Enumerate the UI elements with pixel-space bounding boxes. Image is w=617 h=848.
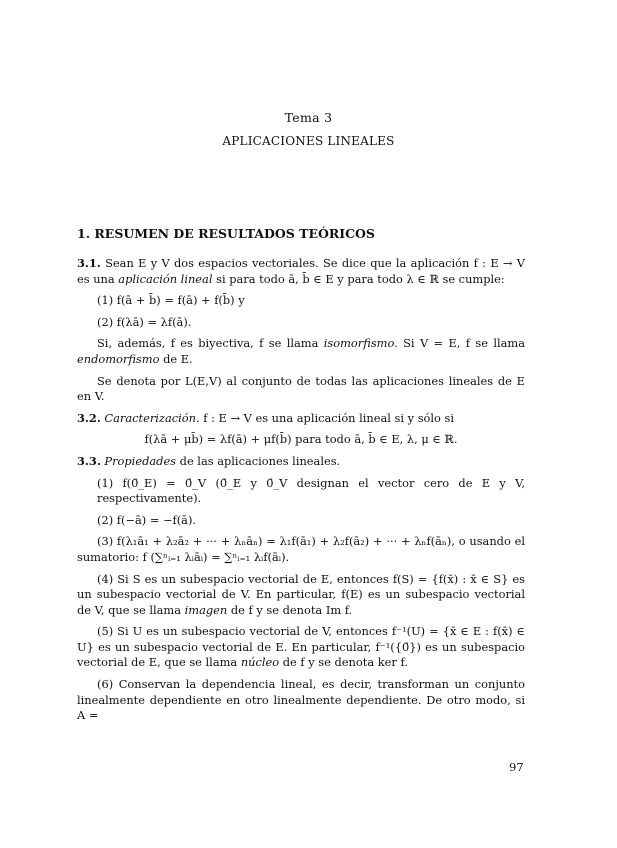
- paragraph-number: 3.1.: [77, 256, 101, 270]
- paragraph-text: de f y se denota Im f.: [230, 602, 353, 617]
- defined-term: isomorfismo.: [323, 336, 398, 351]
- display-formula: f(λā + μb̄) = λf(ā) + μf(b̄) para todo ā, b̄ ∈ E, λ, μ ∈ ℝ.: [144, 432, 458, 447]
- paragraph-text: (5) Si U es un subespacio vectorial de V, entonces f⁻¹(U) = {x̄ ∈ E : f(x̄) ∈ U} es un subespacio vectorial de E. En particular, f⁻¹({0̄}) es un subespacio vectorial de E, que se llama: [77, 624, 525, 670]
- list-item: (6) Conservan la dependencia lineal, es decir, transforman un conjunto linealmente dependiente en otro linealmente dependiente. De otro modo, si A =: [77, 677, 525, 723]
- defined-term: endomorfismo: [77, 351, 160, 366]
- paragraph-text: de las aplicaciones lineales.: [179, 453, 341, 468]
- list-item: (2) f(λā) = λf(ā).: [97, 314, 192, 329]
- paragraph-isomorphism: [77, 336, 525, 367]
- list-item: (3) f(λ₁ā₁ + λ₂ā₂ + ··· + λₙāₙ) = λ₁f(ā₁) + λ₂f(ā₂) + ··· + λₙf(āₙ), o usando el sumatorio: f (∑ⁿᵢ₌₁ λᵢāᵢ) = ∑ⁿᵢ₌₁ λᵢf(āᵢ).: [77, 534, 525, 564]
- paragraph-text: Si V = E, f se llama: [403, 336, 525, 351]
- list-item: (2) f(−ā) = −f(ā).: [97, 512, 197, 527]
- paragraph-linear-maps-set: Se denota por L(E,V) al conjunto de todas las aplicaciones lineales de E en V.: [77, 373, 525, 404]
- defined-term: núcleo: [240, 655, 280, 670]
- paragraph-number: 3.2.: [77, 410, 101, 425]
- body-text: [77, 256, 525, 730]
- defined-term: Propiedades: [104, 453, 177, 468]
- paragraph-3-1: [77, 256, 525, 287]
- paragraph-number: 3.3.: [77, 453, 101, 468]
- page-number: 97: [509, 760, 524, 774]
- defined-term: aplicación lineal: [118, 271, 213, 286]
- defined-term: Caracterización.: [104, 410, 200, 425]
- paragraph-text: de f y se denota ker f.: [282, 655, 408, 670]
- paragraph-text: (4) Si S es un subespacio vectorial de E, entonces f(S) = {f(x̄) : x̄ ∈ S} es un subespacio vectorial de V. En particular, f(E) es un subespacio vectorial de V, que se llama: [77, 571, 525, 617]
- paragraph-text: Si, además, f es biyectiva, f se llama: [97, 336, 319, 351]
- paragraph-3-3: [77, 454, 525, 470]
- list-item: (1) f(ā + b̄) = f(ā) + f(b̄) y: [97, 293, 245, 308]
- paragraph-text: Sean E y V dos espacios vectoriales. Se dice que la aplicación f : E → V es una: [77, 256, 526, 286]
- list-item: [77, 572, 525, 619]
- chapter-label: Tema 3: [284, 110, 333, 125]
- section-heading: 1. RESUMEN DE RESULTADOS TEÓRICOS: [77, 226, 375, 241]
- paragraph-text: si para todo ā, b̄ ∈ E y para todo λ ∈ ℝ se cumple:: [216, 271, 505, 286]
- defined-term: imagen: [184, 602, 228, 617]
- list-item: (1) f(0̄_E) = 0̄_V (0̄_E y 0̄_V designan el vector cero de E y V, respectivamente).: [97, 475, 525, 506]
- paragraph-3-2: [77, 411, 525, 427]
- paragraph-text: f : E → V es una aplicación lineal si y sólo si: [203, 410, 455, 425]
- chapter-title: APLICACIONES LINEALES: [222, 134, 395, 148]
- paragraph-text: de E.: [163, 351, 193, 366]
- list-item: [77, 624, 525, 671]
